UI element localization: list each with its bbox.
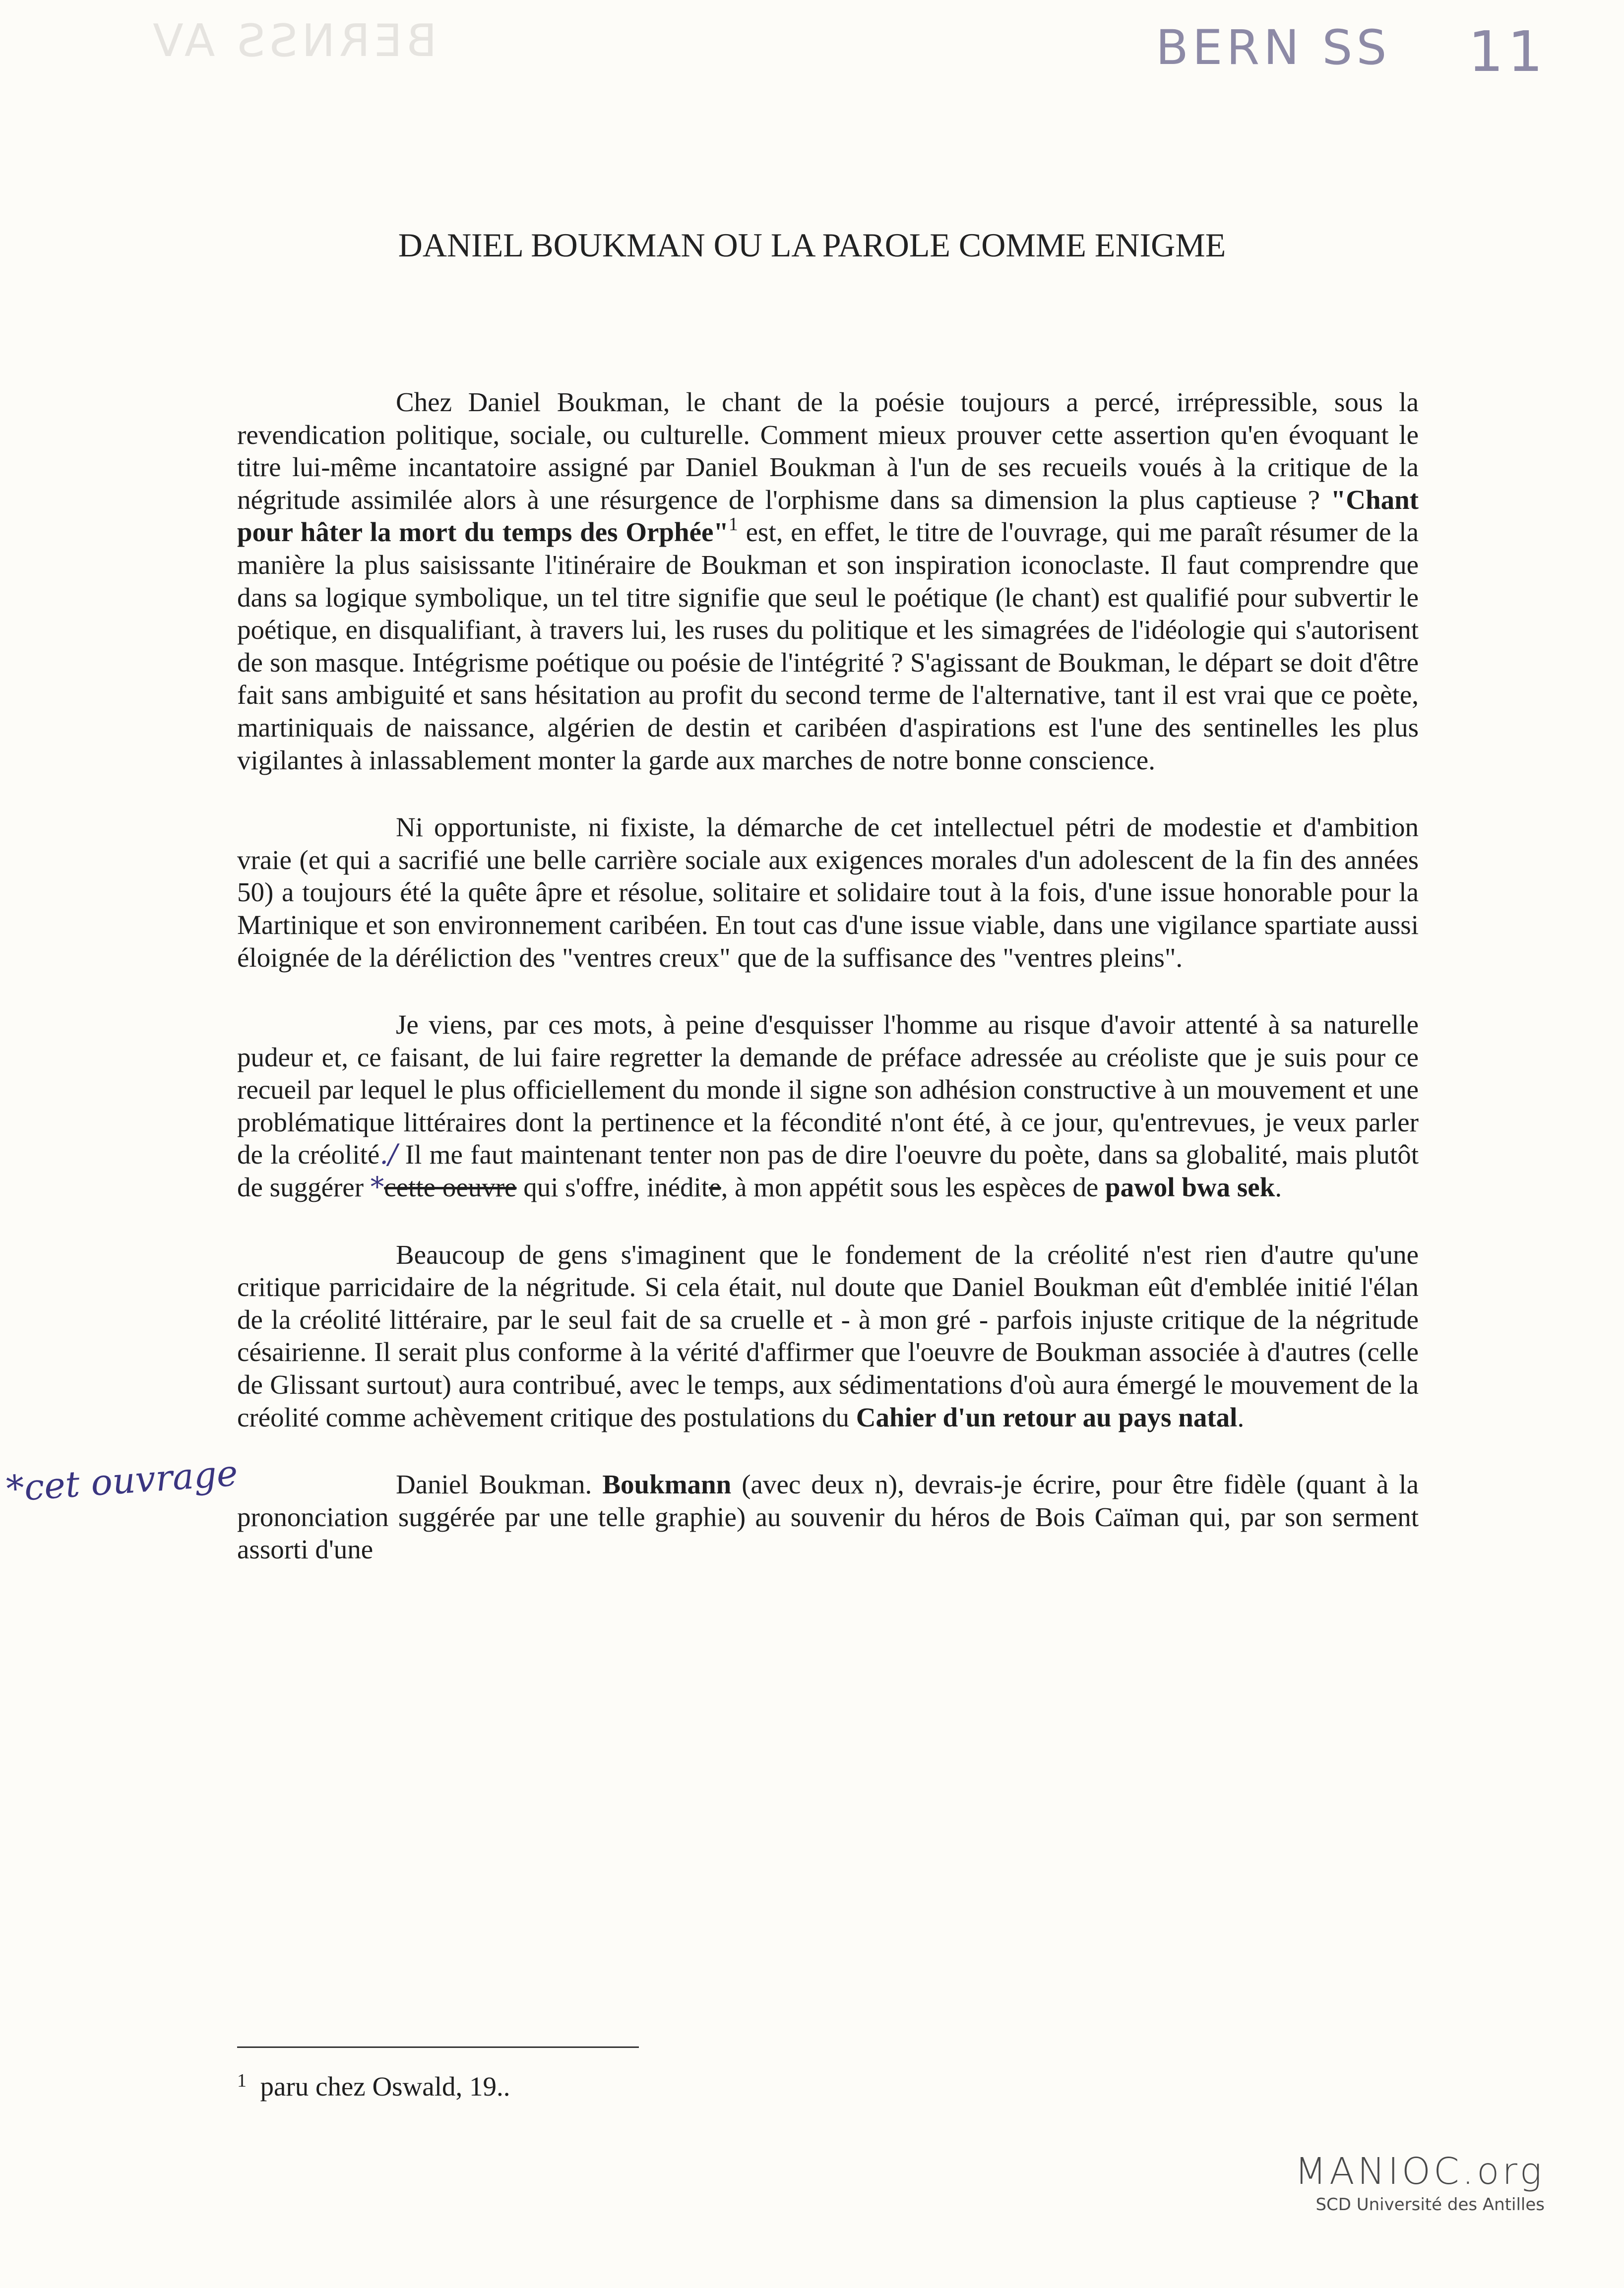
paragraph-1 — [237, 386, 1419, 776]
struck-text: cette oeuvre — [384, 1172, 517, 1203]
handwritten-correction-mark: ./ — [379, 1138, 398, 1171]
paragraph-5 — [237, 1468, 1419, 1566]
book-title: pawol bwa sek — [1105, 1172, 1275, 1203]
book-title: "Chant pour hâter la mort du temps des Orphée" — [237, 484, 1419, 548]
logo-subtitle: SCD Université des Antilles — [1315, 2195, 1545, 2215]
paragraph-text: Je viens, par ces mots, à peine d'esquisser l'homme au risque d'avoir attenté à sa naturelle pudeur et, ce faisant, de lui faire regretter la demande de préface adressée au créoliste que je suis pour ce recueil par lequel le plus officiellement du monde il signe son adhésion constructive à un mouvement et une problématique littéraires dont la pertinence et la fécondité n'ont été, à ce jour, qu'entrevues, je veux parler de la créolité — [237, 1009, 1419, 1170]
paragraph-text: Beaucoup de gens s'imaginent que le fondement de la créolité n'est rien d'autre qu'une critique parricidaire de la négritude. Si cela était, nul doute que Daniel Boukman eût d'emblée initié l'élan de la créolité littéraire, par le seul fait de sa cruelle et - à mon gré - parfois injuste critique de la négritude césairienne. Il serait plus conforme à la vérité d'affirmer que l'oeuvre de Boukman associée à d'autres (celle de Glissant surtout) aura contribué, avec le temps, aux sédimentations d'où aura émergé le mouvement de la créolité comme achèvement critique des postulations du — [237, 1239, 1419, 1432]
paragraph-text: est, en effet, le titre de l'ouvrage, qui me paraît résumer de la manière la plus saisissante l'itinéraire de Boukman et son inspiration iconoclaste. Il faut comprendre que dans sa logique symbolique, un tel titre signifie que seul le poétique (le chant) est qualifié pour subvertir le poétique, en disqualifiant, à travers lui, les ruses du politique et les simagrées de l'idéologie qui s'autorisent de son masque. Intégrisme poétique ou poésie de l'intégrité ? S'agissant de Boukman, le départ se doit d'être fait sans ambiguité et sans hésitation au profit du second terme de l'alternative, tant il est vrai que ce poète, martiniquais de naissance, algérien de destin et caribéen d'aspirations est l'une des sentinelles les plus vigilantes à inlassablement monter la garde aux marches de notre bonne conscience. — [237, 517, 1419, 775]
paragraph-4 — [237, 1238, 1419, 1434]
insertion-star-mark: * — [370, 1171, 384, 1203]
paragraph-text: Chez Daniel Boukman, le chant de la poésie toujours a percé, irrépressible, sous la revendication politique, sociale, ou culturelle. Comment mieux prouver cette assertion qu'en évoquant le titre lui-même incantatoire assigné par Daniel Boukman à l'un de ses recueils voués à la critique de la négritude assimilée alors à une résurgence de l'orphisme dans sa dimension la plus captieuse ? — [237, 387, 1419, 515]
paragraph-text: (avec deux n), devrais-je écrire, pour être fidèle (quant à la prononciation suggérée par une telle graphie) au souvenir du héros de Bois Caïman qui, par son serment assorti d'une — [237, 1469, 1419, 1565]
paragraph-text: Daniel Boukman. — [396, 1469, 603, 1500]
logo-wordmark: MANIOC.org — [1295, 2150, 1545, 2193]
footnote — [237, 2071, 510, 2102]
paragraph-text: Il me faut maintenant tenter non pas de dire l'oeuvre du poète, dans sa globalité, mais plutôt de suggérer — [237, 1139, 1419, 1203]
handwritten-margin-note: *cet ouvrage — [5, 1452, 239, 1510]
faint-stamp-mark: BERNSS AV — [149, 15, 437, 67]
footnote-text: paru chez Oswald, 19.. — [260, 2071, 510, 2102]
footnote-divider — [237, 2046, 639, 2048]
footnote-ref[interactable]: 1 — [728, 514, 738, 535]
document-body — [237, 386, 1419, 1601]
struck-letter: e — [709, 1172, 721, 1203]
handwritten-page-number: 11 — [1468, 20, 1547, 84]
paragraph-text: , à mon appétit sous les espèces de — [721, 1172, 1105, 1203]
paragraph-3 — [237, 1008, 1419, 1204]
document-title: DANIEL BOUKMAN OU LA PAROLE COMME ENIGME — [398, 226, 1226, 264]
paragraph-text: . — [1275, 1172, 1282, 1203]
handwritten-reference-code: BERN SS — [1156, 20, 1391, 75]
paragraph-text: . — [1237, 1402, 1245, 1432]
paragraph-text: qui s'offre, inédit — [516, 1172, 709, 1203]
manioc-logo — [1295, 2150, 1545, 2215]
footnote-number: 1 — [237, 2070, 247, 2091]
paragraph-2: Ni opportuniste, ni fixiste, la démarche de cet intellectuel pétri de modestie et d'ambition vraie (et qui a sacrifié une belle carrière sociale aux exigences morales d'un adolescent de la fin des années 50) a toujours été la quête âpre et résolue, solitaire et solidaire tout à la fois, d'une issue honorable pour la Martinique et son environnement caribéen. En tout cas d'une issue viable, dans une vigilance spartiate aussi éloignée de la déréliction des "ventres creux" que de la suffisance des "ventres pleins". — [237, 812, 1419, 973]
emphasis-name: Boukmann — [602, 1469, 732, 1500]
book-title: Cahier d'un retour au pays natal — [856, 1402, 1238, 1432]
